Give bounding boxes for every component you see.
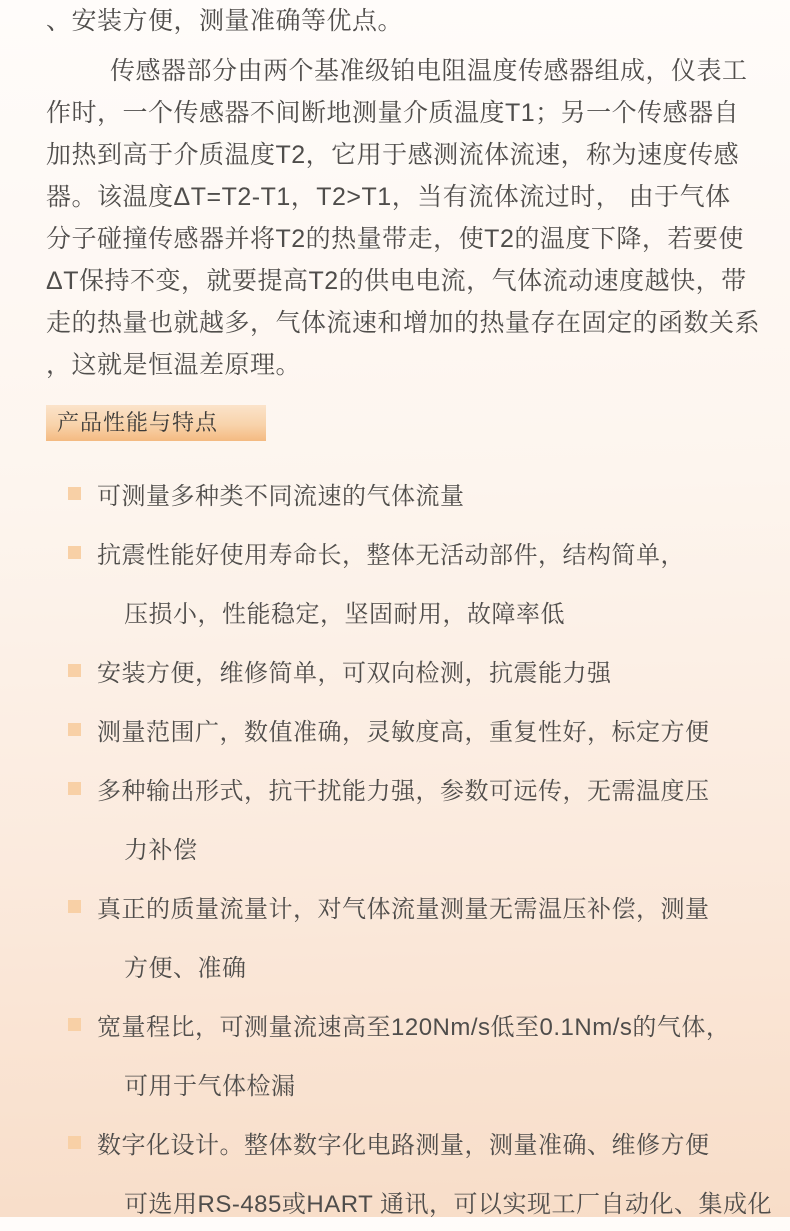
- feature-text: 安装方便，维修简单，可双向检测，抗震能力强: [97, 660, 612, 687]
- intro-line: 、安装方便，测量准确等优点。: [46, 7, 404, 35]
- feature-text: 数字化设计。整体数字化电路测量，测量准确、维修方便: [97, 1132, 710, 1159]
- intro-line: 器。该温度ΔT=T2-T1，T2>T1，当有流体流过时， 由于气体: [46, 183, 731, 211]
- feature-text: 方便、准确: [124, 955, 247, 982]
- bullet-square-icon: [68, 1136, 81, 1149]
- feature-text: 多种输出形式，抗干扰能力强，参数可远传，无需温度压: [97, 778, 710, 805]
- bullet-square-icon: [68, 1018, 81, 1031]
- intro-line: 传感器部分由两个基准级铂电阻温度传感器组成，仪表工: [110, 57, 748, 85]
- feature-item: [46, 464, 750, 523]
- intro-line: 分子碰撞传感器并将T2的热量带走，使T2的温度下降，若要使: [46, 225, 744, 253]
- feature-item: [46, 995, 750, 1054]
- feature-item: [46, 700, 750, 759]
- feature-text: 可选用RS-485或HART 通讯，可以实现工厂自动化、集成化: [124, 1191, 773, 1218]
- section-heading-label: 产品性能与特点: [57, 410, 219, 435]
- bullet-square-icon: [68, 782, 81, 795]
- intro-paragraph: [46, 50, 761, 386]
- feature-item-continuation: [46, 1054, 750, 1113]
- feature-item-continuation: [46, 818, 750, 877]
- feature-text: 可测量多种类不同流速的气体流量: [97, 483, 465, 510]
- feature-text: 真正的质量流量计，对气体流量测量无需温压补偿，测量: [97, 896, 710, 923]
- feature-item: [46, 759, 750, 818]
- feature-item: [46, 1113, 750, 1172]
- feature-text: 抗震性能好使用寿命长，整体无活动部件，结构简单，: [97, 542, 685, 569]
- feature-text: 力补偿: [124, 837, 198, 864]
- feature-text: 测量范围广，数值准确，灵敏度高，重复性好，标定方便: [97, 719, 710, 746]
- bullet-square-icon: [68, 723, 81, 736]
- feature-text: 可用于气体检漏: [124, 1073, 296, 1100]
- intro-line: 走的热量也就越多，气体流速和增加的热量存在固定的函数关系: [46, 309, 761, 337]
- intro-line: ，这就是恒温差原理。: [46, 351, 302, 379]
- feature-item: [46, 523, 750, 582]
- feature-text: 宽量程比，可测量流速高至120Nm/s低至0.1Nm/s的气体，: [97, 1014, 731, 1041]
- feature-item-continuation: [46, 1172, 773, 1231]
- intro-line: 作时，一个传感器不间断地测量介质温度T1；另一个传感器自: [46, 99, 740, 127]
- feature-item: [46, 641, 750, 700]
- feature-item-continuation: [46, 936, 750, 995]
- bullet-square-icon: [68, 546, 81, 559]
- intro-line: ΔT保持不变，就要提高T2的供电电流，气体流动速度越快，带: [46, 267, 747, 295]
- feature-item: [46, 877, 750, 936]
- feature-list: [46, 464, 773, 1231]
- bullet-square-icon: [68, 900, 81, 913]
- bullet-square-icon: [68, 487, 81, 500]
- feature-item-continuation: [46, 582, 750, 641]
- feature-text: 压损小，性能稳定，坚固耐用，故障率低: [124, 601, 565, 628]
- intro-line: 加热到高于介质温度T2，它用于感测流体流速，称为速度传感: [46, 141, 740, 169]
- bullet-square-icon: [68, 664, 81, 677]
- section-heading-product-features: [46, 405, 266, 441]
